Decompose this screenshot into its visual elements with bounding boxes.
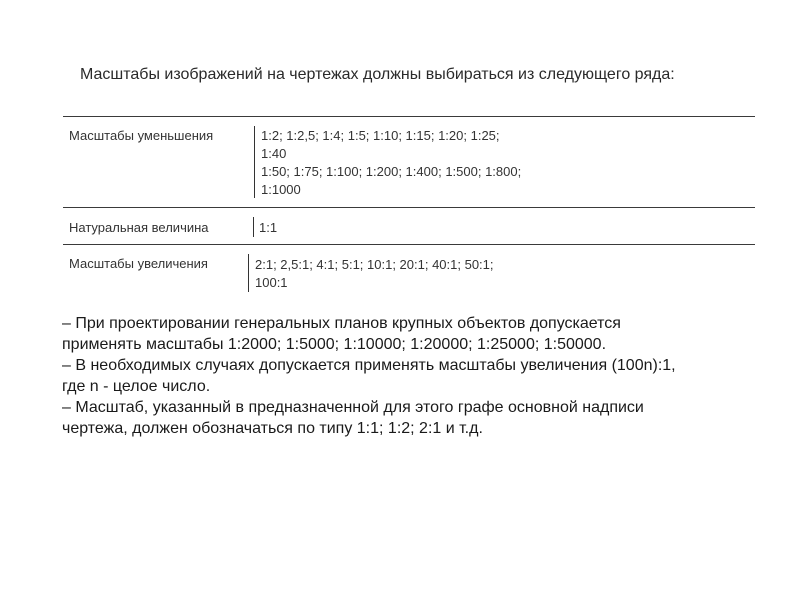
value-line: 1:40 — [261, 146, 287, 161]
note-line: – В необходимых случаях допускается применять масштабы увеличения (100n):1, — [62, 357, 676, 374]
row-label-natural: Натуральная величина — [69, 220, 209, 235]
note-line: – При проектировании генеральных планов крупных объектов допускается — [62, 315, 621, 332]
table-rule-2 — [63, 244, 755, 245]
row-values-enlargement — [255, 256, 494, 292]
row-label-enlargement: Масштабы увеличения — [69, 256, 208, 271]
value-line: 1:1 — [259, 220, 278, 235]
value-line: 1:2; 1:2,5; 1:4; 1:5; 1:10; 1:15; 1:20; 1:25; — [261, 128, 500, 143]
notes-block — [62, 313, 752, 439]
row-divider-natural — [253, 217, 254, 237]
value-line: 100:1 — [255, 275, 288, 290]
note-line: где n - целое число. — [62, 378, 211, 395]
value-line: 1:1000 — [261, 182, 301, 197]
value-line: 1:50; 1:75; 1:100; 1:200; 1:400; 1:500; 1:800; — [261, 164, 522, 179]
note-line: чертежа, должен обозначаться по типу 1:1; 1:2; 2:1 и т.д. — [62, 420, 483, 437]
table-rule-1 — [63, 207, 755, 208]
page-heading: Масштабы изображений на чертежах должны выбираться из следующего ряда: — [80, 66, 675, 83]
note-line: применять масштабы 1:2000; 1:5000; 1:10000; 1:20000; 1:25000; 1:50000. — [62, 336, 607, 353]
row-values-natural — [259, 219, 277, 237]
note-line: – Масштаб, указанный в предназначенной для этого графе основной надписи — [62, 399, 644, 416]
row-values-reduction — [261, 127, 521, 199]
row-label-reduction: Масштабы уменьшения — [69, 128, 214, 143]
row-divider-reduction — [254, 126, 255, 198]
table-rule-top — [63, 116, 755, 117]
row-divider-enlargement — [248, 254, 249, 292]
value-line: 2:1; 2,5:1; 4:1; 5:1; 10:1; 20:1; 40:1; 50:1; — [255, 257, 494, 272]
